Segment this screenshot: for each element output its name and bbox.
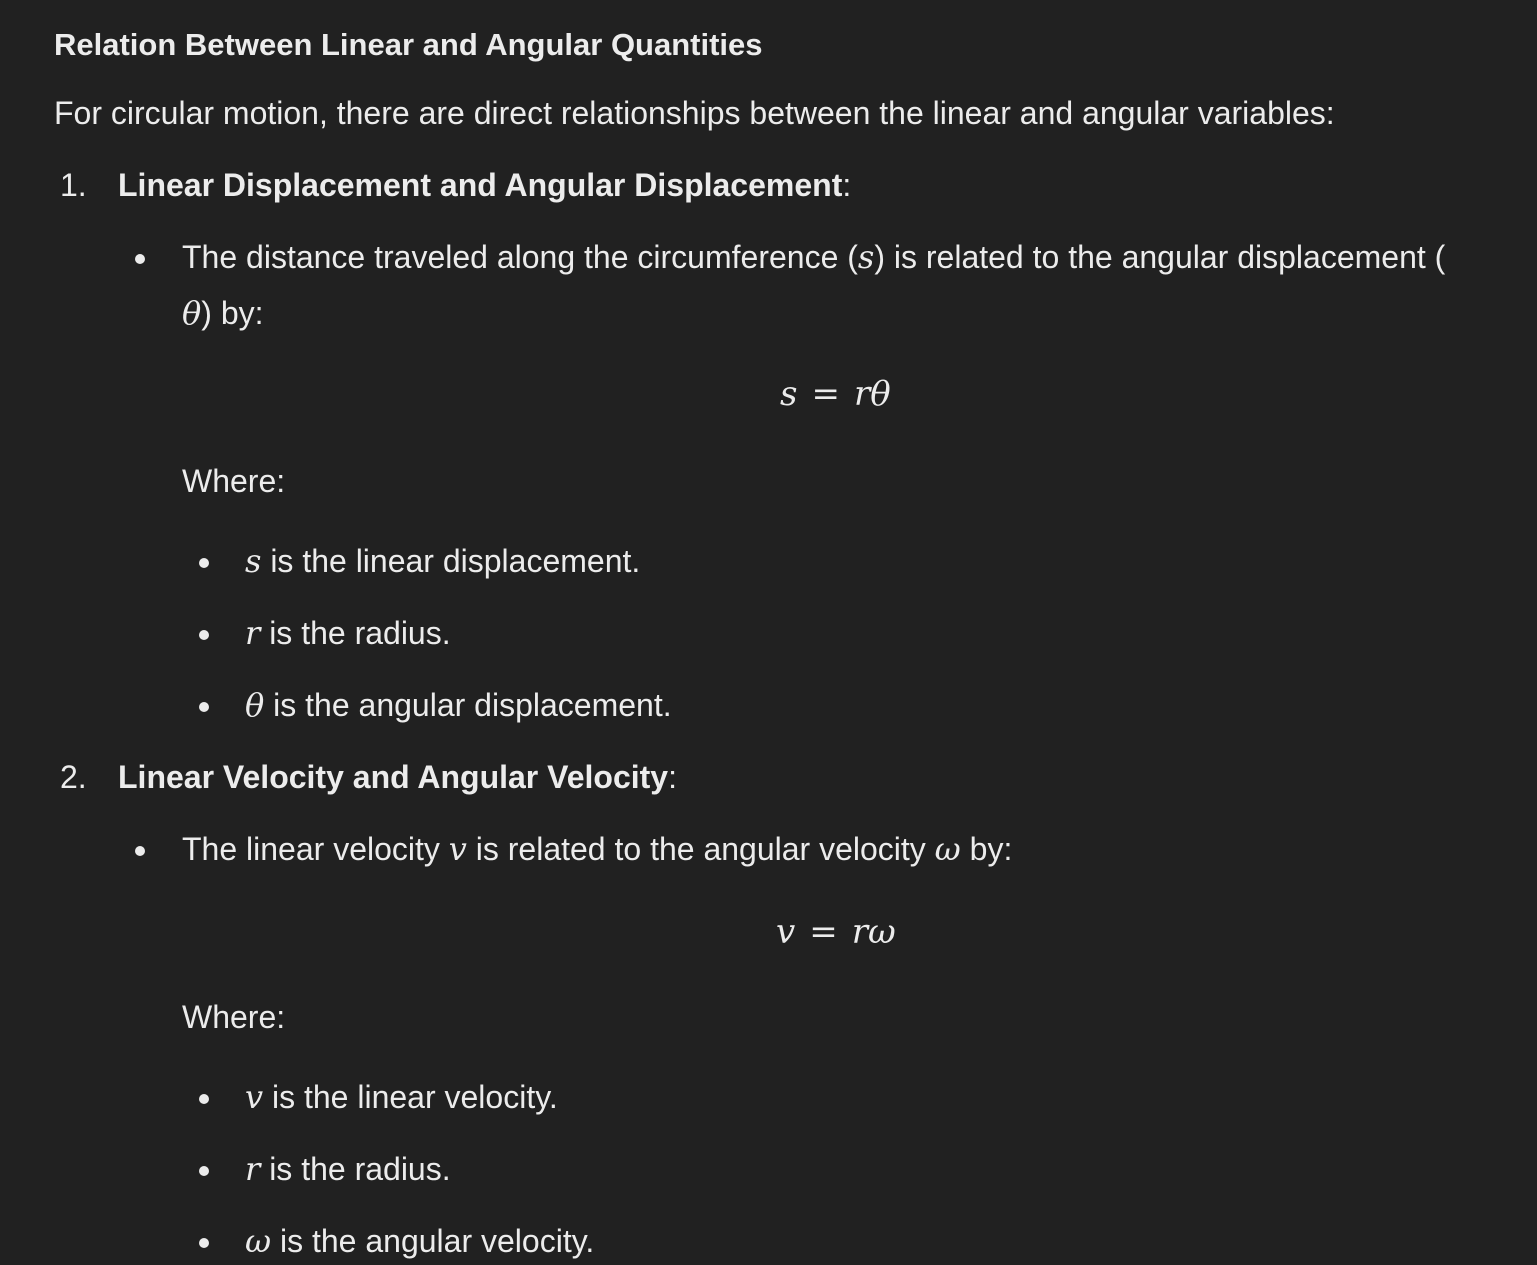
section-1-where-label: Where:	[182, 463, 286, 499]
section-1-bullet-line-1: The distance traveled along the circumference (s) is related to the angular displacement (	[182, 238, 1446, 276]
definition-item: s is the linear displacement.	[245, 542, 641, 580]
definition-item: ω is the angular velocity.	[245, 1222, 595, 1260]
section-title: Relation Between Linear and Angular Quantities	[54, 27, 763, 62]
equation-v-r-omega: v = rω	[776, 912, 896, 952]
definition-item: θ is the angular displacement.	[245, 686, 672, 724]
section-2-where-label: Where:	[182, 999, 286, 1035]
bullet-dot	[199, 1166, 209, 1176]
bullet-dot	[199, 630, 209, 640]
section-1-heading: Linear Displacement and Angular Displacement:	[118, 167, 852, 203]
section-2-heading: Linear Velocity and Angular Velocity:	[118, 759, 677, 795]
bullet-dot	[199, 1238, 209, 1248]
definition-item: r is the radius.	[245, 1150, 451, 1188]
definition-item: v is the linear velocity.	[245, 1078, 558, 1116]
bullet-dot	[135, 254, 145, 264]
definition-item: r is the radius.	[245, 614, 451, 652]
intro-paragraph: For circular motion, there are direct relationships between the linear and angular variables:	[54, 95, 1335, 131]
bullet-dot	[199, 1094, 209, 1104]
section-1-bullet-line-2: θ) by:	[182, 294, 264, 332]
list-number-2: 2.	[60, 759, 87, 795]
bullet-dot	[135, 846, 145, 856]
section-2-bullet-line: The linear velocity v is related to the angular velocity ω by:	[182, 830, 1013, 868]
list-number-1: 1.	[60, 167, 87, 203]
bullet-dot	[199, 558, 209, 568]
equation-s-r-theta: s = rθ	[780, 374, 891, 414]
bullet-dot	[199, 702, 209, 712]
